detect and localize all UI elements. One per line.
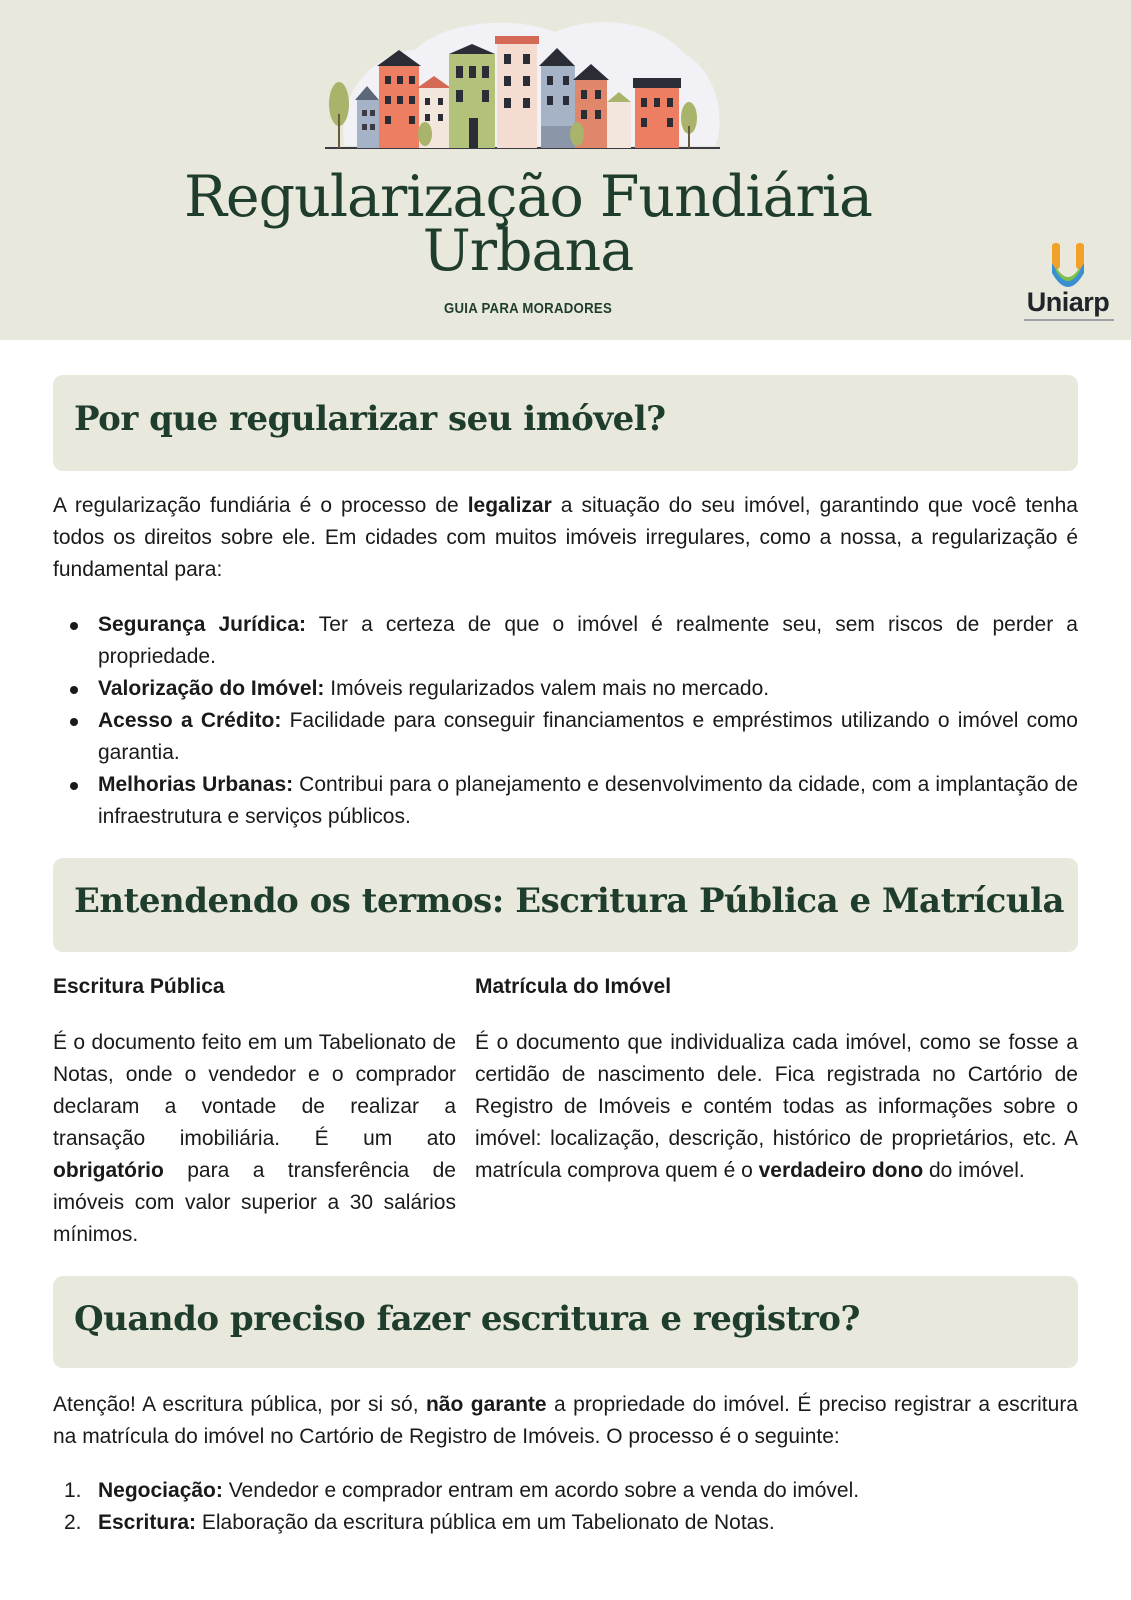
intro-bold: legalizar [467,494,552,517]
list-item [53,1475,1078,1507]
list-item [53,609,1078,673]
step-label: Escritura: [98,1511,197,1534]
uniarp-logo [1018,243,1118,323]
list-item-text: Ter a certeza de que o imóvel é realmente seu, sem riscos de perder a propriedade. [98,613,1078,668]
logo-text: Uniarp [1026,287,1110,317]
attention-bold: não garante [425,1393,547,1416]
list-item [53,1507,1078,1539]
title-line-2: Urbana [422,218,634,284]
column-text-escritura [53,1027,456,1251]
escritura-text-2: para a transferência de imóveis com valor superior a 30 salários mínimos. [53,1159,456,1246]
section-heading-terms: Entendendo os termos: Escritura Pública e Matrícula [74,881,1064,921]
list-item [53,705,1078,769]
section-heading-when: Quando preciso fazer escritura e registro? [74,1299,860,1339]
intro-paragraph [53,490,1078,586]
intro-text-2: a situação do seu imóvel, garantindo que você tenha todos os direitos sobre ele. Em cidades com muitos imóveis irregulares, como a nossa, a regularização é fundamental para: [53,494,1078,581]
list-item-label: Valorização do Imóvel: [98,677,325,700]
list-item-text: Imóveis regularizados valem mais no mercado. [324,677,770,700]
uniarp-u-icon [1050,243,1086,287]
city-houses-illustration [325,14,730,156]
list-item [53,769,1078,833]
list-item-label: Acesso a Crédito: [98,709,282,732]
process-steps-list [53,1475,1078,1539]
attention-paragraph [53,1389,1078,1453]
step-text: Vendedor e comprador entram em acordo sobre a venda do imóvel. [222,1479,860,1502]
section-heading-box-2 [53,858,1078,952]
section-heading-why: Por que regularizar seu imóvel? [74,399,666,439]
section-heading-box-3 [53,1276,1078,1368]
attention-text-2: a propriedade do imóvel. É preciso registrar a escritura na matrícula do imóvel no Cartório de Registro de Imóveis. O processo é o seguinte: [53,1393,1078,1448]
step-number: 2. [64,1511,82,1534]
matricula-text-2: do imóvel. [923,1159,1025,1182]
list-item-text: Contribui para o planejamento e desenvolvimento da cidade, com a implantação de infraestrutura e serviços públicos. [98,773,1078,828]
list-item-text: Facilidade para conseguir financiamentos e empréstimos utilizando o imóvel como garantia. [98,709,1078,764]
list-item [53,673,1078,705]
step-text: Elaboração da escritura pública em um Tabelionato de Notas. [196,1511,775,1534]
list-item-label: Segurança Jurídica: [98,613,307,636]
list-item-label: Melhorias Urbanas: [98,773,294,796]
column-text-matricula [475,1027,1078,1187]
column-title-escritura: Escritura Pública [53,975,225,998]
matricula-bold: verdadeiro dono [758,1159,924,1182]
title-line-1: Regularização Fundiária [183,164,873,230]
escritura-text-1: É o documento feito em um Tabelionato de Notas, onde o vendedor e o comprador declaram a vontade de realizar a transação imobiliária. É um ato [53,1031,456,1150]
attention-text-1: Atenção! A escritura pública, por si só, [53,1393,426,1416]
page-title [0,164,1056,284]
logo-tagline-line [1024,319,1114,321]
section-heading-box-1 [53,375,1078,471]
benefits-list [53,609,1078,833]
intro-text-1: A regularização fundiária é o processo de [53,494,468,517]
page-subtitle: GUIA PARA MORADORES [443,300,613,317]
matricula-text-1: É o documento que individualiza cada imóvel, como se fosse a certidão de nascimento dele. Fica registrada no Cartório de Registro de Imóveis e contém todas as informações sobre o imóvel: localização, descrição, histórico de proprietários, etc. A matrícula comprova quem é o [475,1031,1078,1182]
step-label: Negociação: [98,1479,223,1502]
column-title-matricula: Matrícula do Imóvel [475,975,672,998]
escritura-bold: obrigatório [53,1159,164,1182]
header-banner [0,0,1131,340]
step-number: 1. [64,1479,82,1502]
